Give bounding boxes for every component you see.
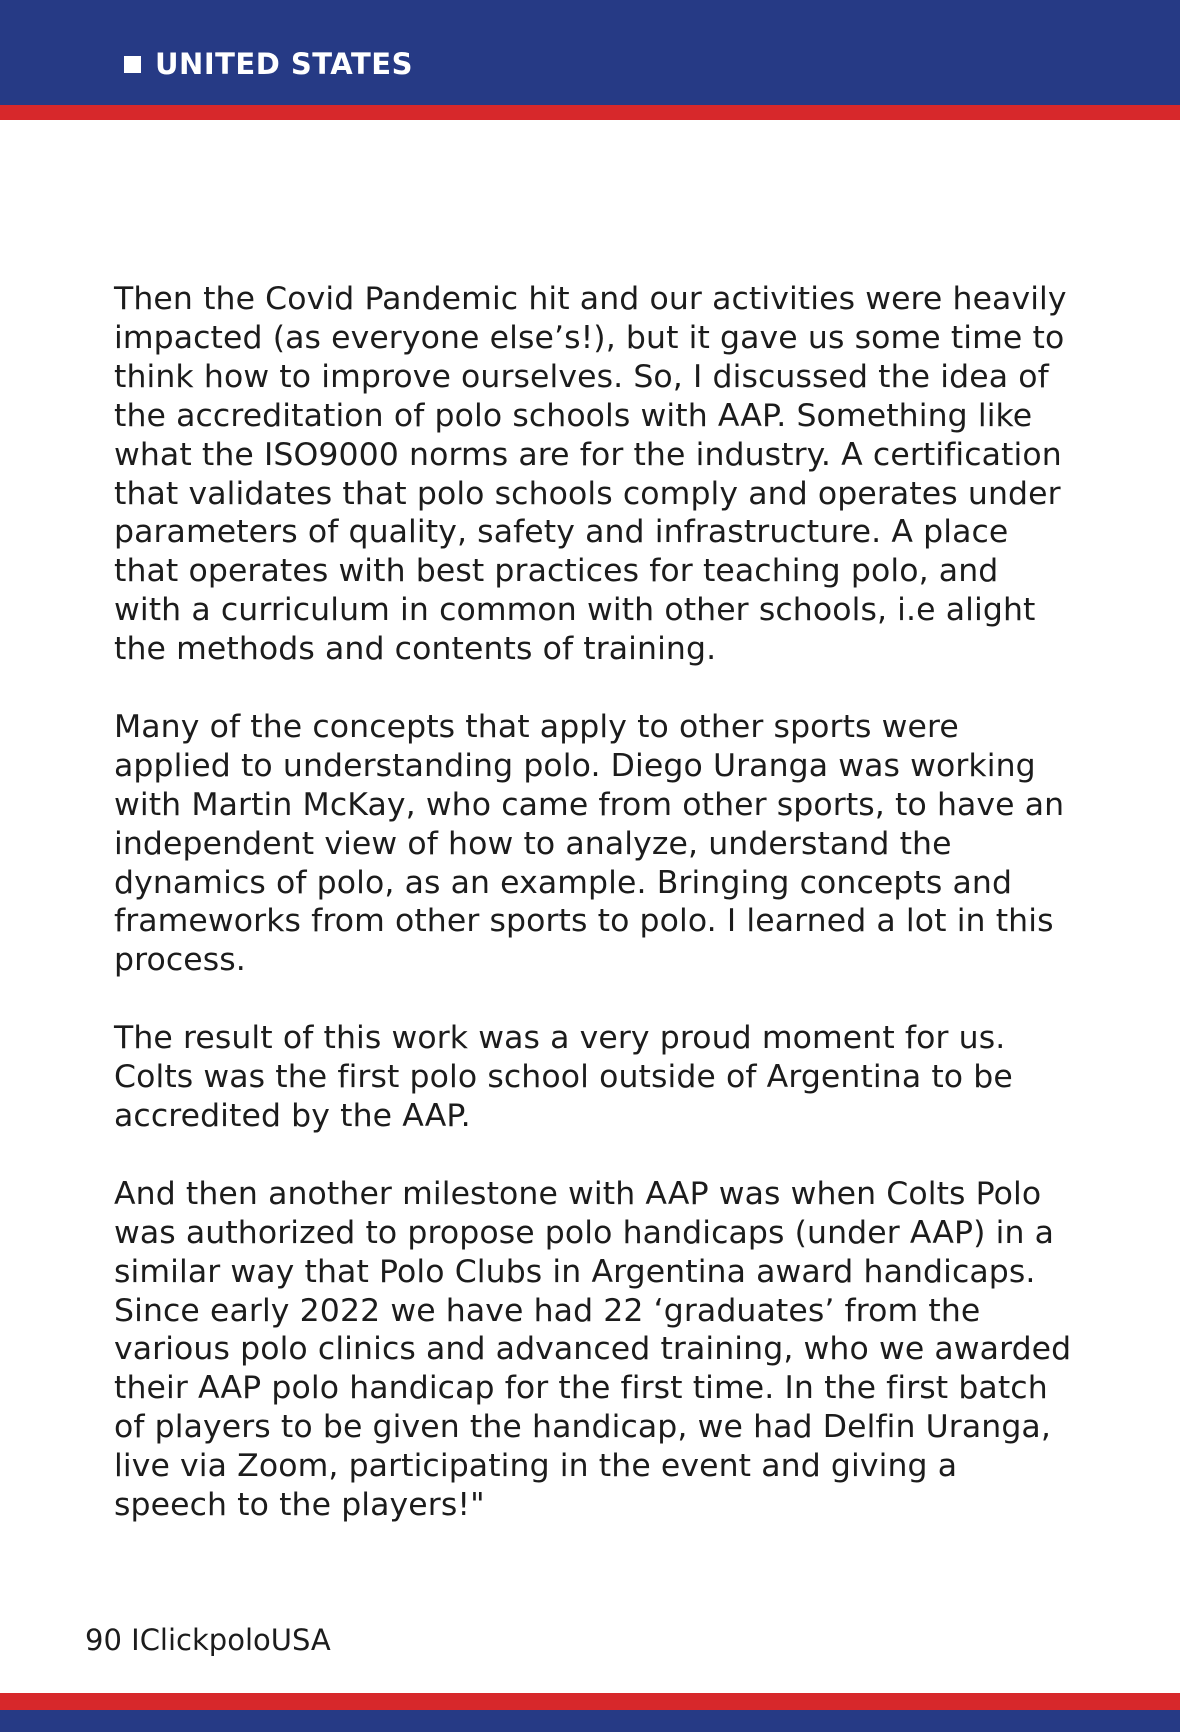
- footer-band: [0, 1710, 1180, 1732]
- footer-separator: I: [131, 1623, 140, 1657]
- footer-red-stripe: [0, 1693, 1180, 1710]
- square-bullet-icon: [124, 56, 141, 73]
- article-body: [114, 280, 1074, 1564]
- paragraph: The result of this work was a very proud moment for us. Colts was the first polo school outside of Argentina to be accredited by the AAP.: [114, 1020, 1013, 1134]
- paragraph: And then another milestone with AAP was when Colts Polo was authorized to propose polo handicaps (under AAP) in a similar way that Polo Clubs in Argentina award handicaps. Since early 2022 we have had 22 ‘graduates’ from the various polo clinics and advanced training, who we awarded their AAP polo handicap for the first time. In the first batch of players to be given the handicap, we had Delfin Uranga, live via Zoom, participating in the event and giving a speech to the players!": [114, 1175, 1072, 1524]
- page-footer: [85, 1623, 331, 1657]
- publication-name: ClickpoloUSA: [139, 1623, 331, 1657]
- paragraph: Many of the concepts that apply to other sports were applied to understanding polo. Diego Uranga was working with Martin McKay, who came from other sports, to have an independent view of how to analyze, understand the dynamics of polo, as an example. Bringing concepts and frameworks from other sports to polo. I learned a lot in this process.: [114, 708, 1065, 979]
- paragraph: Then the Covid Pandemic hit and our activities were heavily impacted (as everyone else’s!), but it gave us some time to think how to improve ourselves. So, I discussed the idea of the accreditation of polo schools with AAP. Something like what the ISO9000 norms are for the industry. A certification that validates that polo schools comply and operates under parameters of quality, safety and infrastructure. A place that operates with best practices for teaching polo, and with a curriculum in common with other schools, i.e alight the methods and contents of training.: [114, 281, 1067, 668]
- section-label-text: UNITED STATES: [155, 47, 413, 81]
- section-label: [124, 47, 413, 81]
- page-number: 90: [85, 1623, 122, 1657]
- header-red-stripe: [0, 105, 1180, 120]
